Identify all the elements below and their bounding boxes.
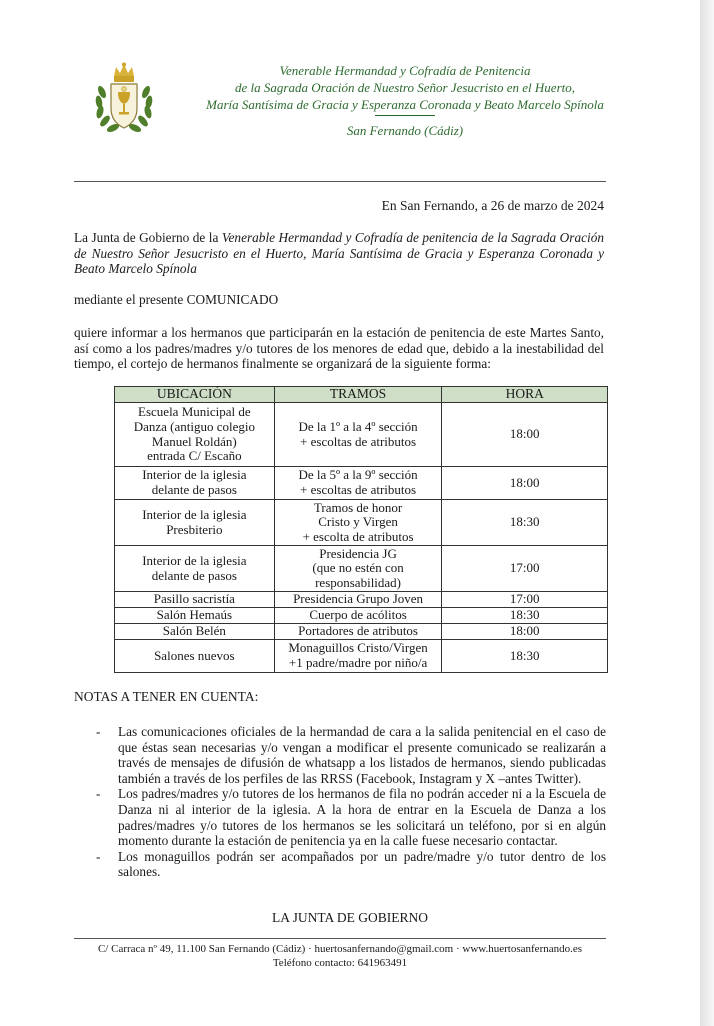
footer-divider (74, 938, 606, 939)
ubicacion-cell (115, 467, 275, 500)
tramos-cell (274, 467, 442, 500)
header-line-2: de la Sagrada Oración de Nuestro Señor Jesucristo en el Huerto, (235, 80, 575, 95)
ubicacion-cell-line: Salón Hemaús (156, 607, 233, 623)
ubicacion-cell-line: Salones nuevos (154, 647, 235, 663)
hora-cell: 18:00 (442, 467, 608, 500)
tramos-cell-line: Cuerpo de acólitos (309, 607, 407, 623)
notes-list (96, 724, 606, 880)
ubicacion-cell-line: delante de pasos (151, 567, 237, 583)
ubicacion-cell (115, 592, 275, 608)
footer (0, 942, 680, 970)
ubicacion-cell-line: Manuel Roldán) (151, 433, 237, 449)
hora-cell: 18:00 (442, 624, 608, 640)
schedule-table-body (115, 403, 608, 673)
schedule-table (114, 386, 608, 673)
header-line-3: María Santísima de Gracia y Esperanza Coronada y Beato Marcelo Spínola (206, 97, 604, 112)
note-bullet: - (96, 848, 101, 864)
table-header-row (115, 387, 608, 403)
message-paragraph: quiere informar a los hermanos que participarán en la estación de penitencia de este Martes Santo, así como a los padres/madres y/o tutores de los menores de edad que, debido a la inestabilidad del tiempo, el cortejo de hermanos finalmente se organizará de la siguiente forma: (74, 325, 604, 372)
tramos-cell-line: De la 1º a la 4º sección (298, 418, 418, 434)
hora-cell: 18:00 (442, 403, 608, 467)
comunicado-line: mediante el presente COMUNICADO (74, 292, 279, 307)
ubicacion-cell (115, 403, 275, 467)
column-header-hora: HORA (442, 387, 608, 403)
note-text: Los monaguillos podrán ser acompañados por un padre/madre y/o tutor dentro de los salones. (118, 848, 606, 880)
hora-cell: 18:30 (442, 640, 608, 673)
footer-contact-line: C/ Carraca nº 49, 11.100 San Fernando (Cádiz) · huertosanfernando@gmail.com · www.huertosanfernando.es (97, 943, 583, 955)
footer-phone-line: Teléfono contacto: 641963491 (272, 957, 408, 969)
tramos-cell-line: Portadores de atributos (298, 623, 418, 639)
table-row (115, 546, 608, 592)
tramos-cell-line: Presidencia JG (319, 545, 397, 561)
ubicacion-cell-line: delante de pasos (151, 482, 237, 497)
column-header-tramos: TRAMOS (274, 387, 442, 403)
ubicacion-cell (115, 608, 275, 624)
notes-title: NOTAS A TENER EN CUENTA: (74, 689, 259, 704)
table-row (115, 592, 608, 608)
header-line-1: Venerable Hermandad y Cofradía de Penitencia (279, 63, 531, 78)
tramos-cell-line: Monaguillos Cristo/Virgen (288, 640, 428, 656)
note-item (96, 786, 606, 848)
ubicacion-cell (115, 546, 275, 592)
ubicacion-cell-line: Danza (antiguo colegio (133, 418, 255, 434)
ubicacion-cell-line: Salón Belén (162, 623, 226, 639)
tramos-cell-line: responsabilidad) (315, 574, 402, 590)
tramos-cell (274, 608, 442, 624)
ubicacion-cell-line: Pasillo sacristía (153, 591, 235, 607)
table-row (115, 640, 608, 673)
tramos-cell-line: Presidencia Grupo Joven (293, 591, 424, 607)
ubicacion-cell-line: Interior de la iglesia (142, 552, 247, 568)
table-row (115, 624, 608, 640)
table-row (115, 608, 608, 624)
ubicacion-cell (115, 624, 275, 640)
ubicacion-cell-line: entrada C/ Escaño (147, 448, 242, 464)
page-shadow-edge (700, 0, 714, 1026)
column-header-ubicacion: UBICACIÓN (115, 387, 275, 403)
tramos-cell-line: Cristo y Virgen (318, 514, 398, 530)
intro-brotherhood-name: Venerable Hermandad y Cofradía de penitencia de la Sagrada Oración de Nuestro Señor Jesucristo en el Huerto, María Santísima de Gracia y Esperanza Coronada y Beato Marcelo Spínola (74, 230, 604, 277)
note-text: Las comunicaciones oficiales de la hermandad de cara a la salida penitencial en el caso de que éstas sean necesarias y/o vengan a modificar el presente comunicado se realizarán a través de mensajes de difusión de whatsapp a los listados de hermanos, siendo publicadas también a través de los perfiles de las RRSS (Facebook, Instagram y X –antes Twitter). (118, 724, 606, 786)
hora-cell: 17:00 (442, 546, 608, 592)
ubicacion-cell-line: Escuela Municipal de (138, 404, 251, 420)
hora-cell: 17:00 (442, 592, 608, 608)
note-item (96, 724, 606, 786)
hora-cell: 18:30 (442, 500, 608, 546)
header-city: San Fernando (Cádiz) (346, 123, 464, 138)
tramos-cell (274, 592, 442, 608)
ubicacion-cell-line: Interior de la iglesia (142, 506, 247, 522)
ubicacion-cell (115, 500, 275, 546)
table-row (115, 467, 608, 500)
ubicacion-cell-line: Interior de la iglesia (142, 467, 247, 483)
table-row (115, 403, 608, 467)
tramos-cell-line: Tramos de honor (313, 499, 403, 515)
ubicacion-cell-line: Presbiterio (166, 521, 223, 537)
tramos-cell (274, 500, 442, 546)
document-date: En San Fernando, a 26 de marzo de 2024 (381, 198, 604, 213)
tramos-cell (274, 403, 442, 467)
header-divider (74, 181, 606, 182)
table-row (115, 500, 608, 546)
tramos-cell (274, 624, 442, 640)
tramos-cell-line: + escoltas de atributos (300, 482, 417, 497)
tramos-cell (274, 546, 442, 592)
signature: LA JUNTA DE GOBIERNO (271, 910, 429, 925)
tramos-cell-line: (que no estén con (312, 560, 404, 576)
header-separator (375, 115, 435, 116)
intro-lead: La Junta de Gobierno de la (74, 230, 222, 245)
crowned-chalice-crest-icon (92, 62, 156, 136)
hora-cell: 18:30 (442, 608, 608, 624)
ubicacion-cell (115, 640, 275, 673)
note-bullet: - (96, 786, 101, 802)
tramos-cell-line: De la 5º a la 9º sección (298, 467, 418, 483)
note-item (96, 849, 606, 880)
tramos-cell-line: + escolta de atributos (302, 528, 414, 544)
brotherhood-header (180, 62, 630, 139)
tramos-cell (274, 640, 442, 673)
tramos-cell-line: + escoltas de atributos (300, 433, 417, 449)
note-text: Los padres/madres y/o tutores de los hermanos de fila no podrán acceder ni a la Escuela de Danza ni al interior de la iglesia. A la hora de entrar en la Escuela de Danza a los padres/madres y/o tutores de los hermanos se les solicitará un teléfono, por si en algún momento durante la estación de penitencia ya en la calle fuese necesario contactar. (118, 786, 606, 849)
tramos-cell-line: +1 padre/madre por niño/a (288, 655, 428, 670)
note-bullet: - (96, 724, 101, 739)
intro-paragraph (74, 230, 604, 277)
